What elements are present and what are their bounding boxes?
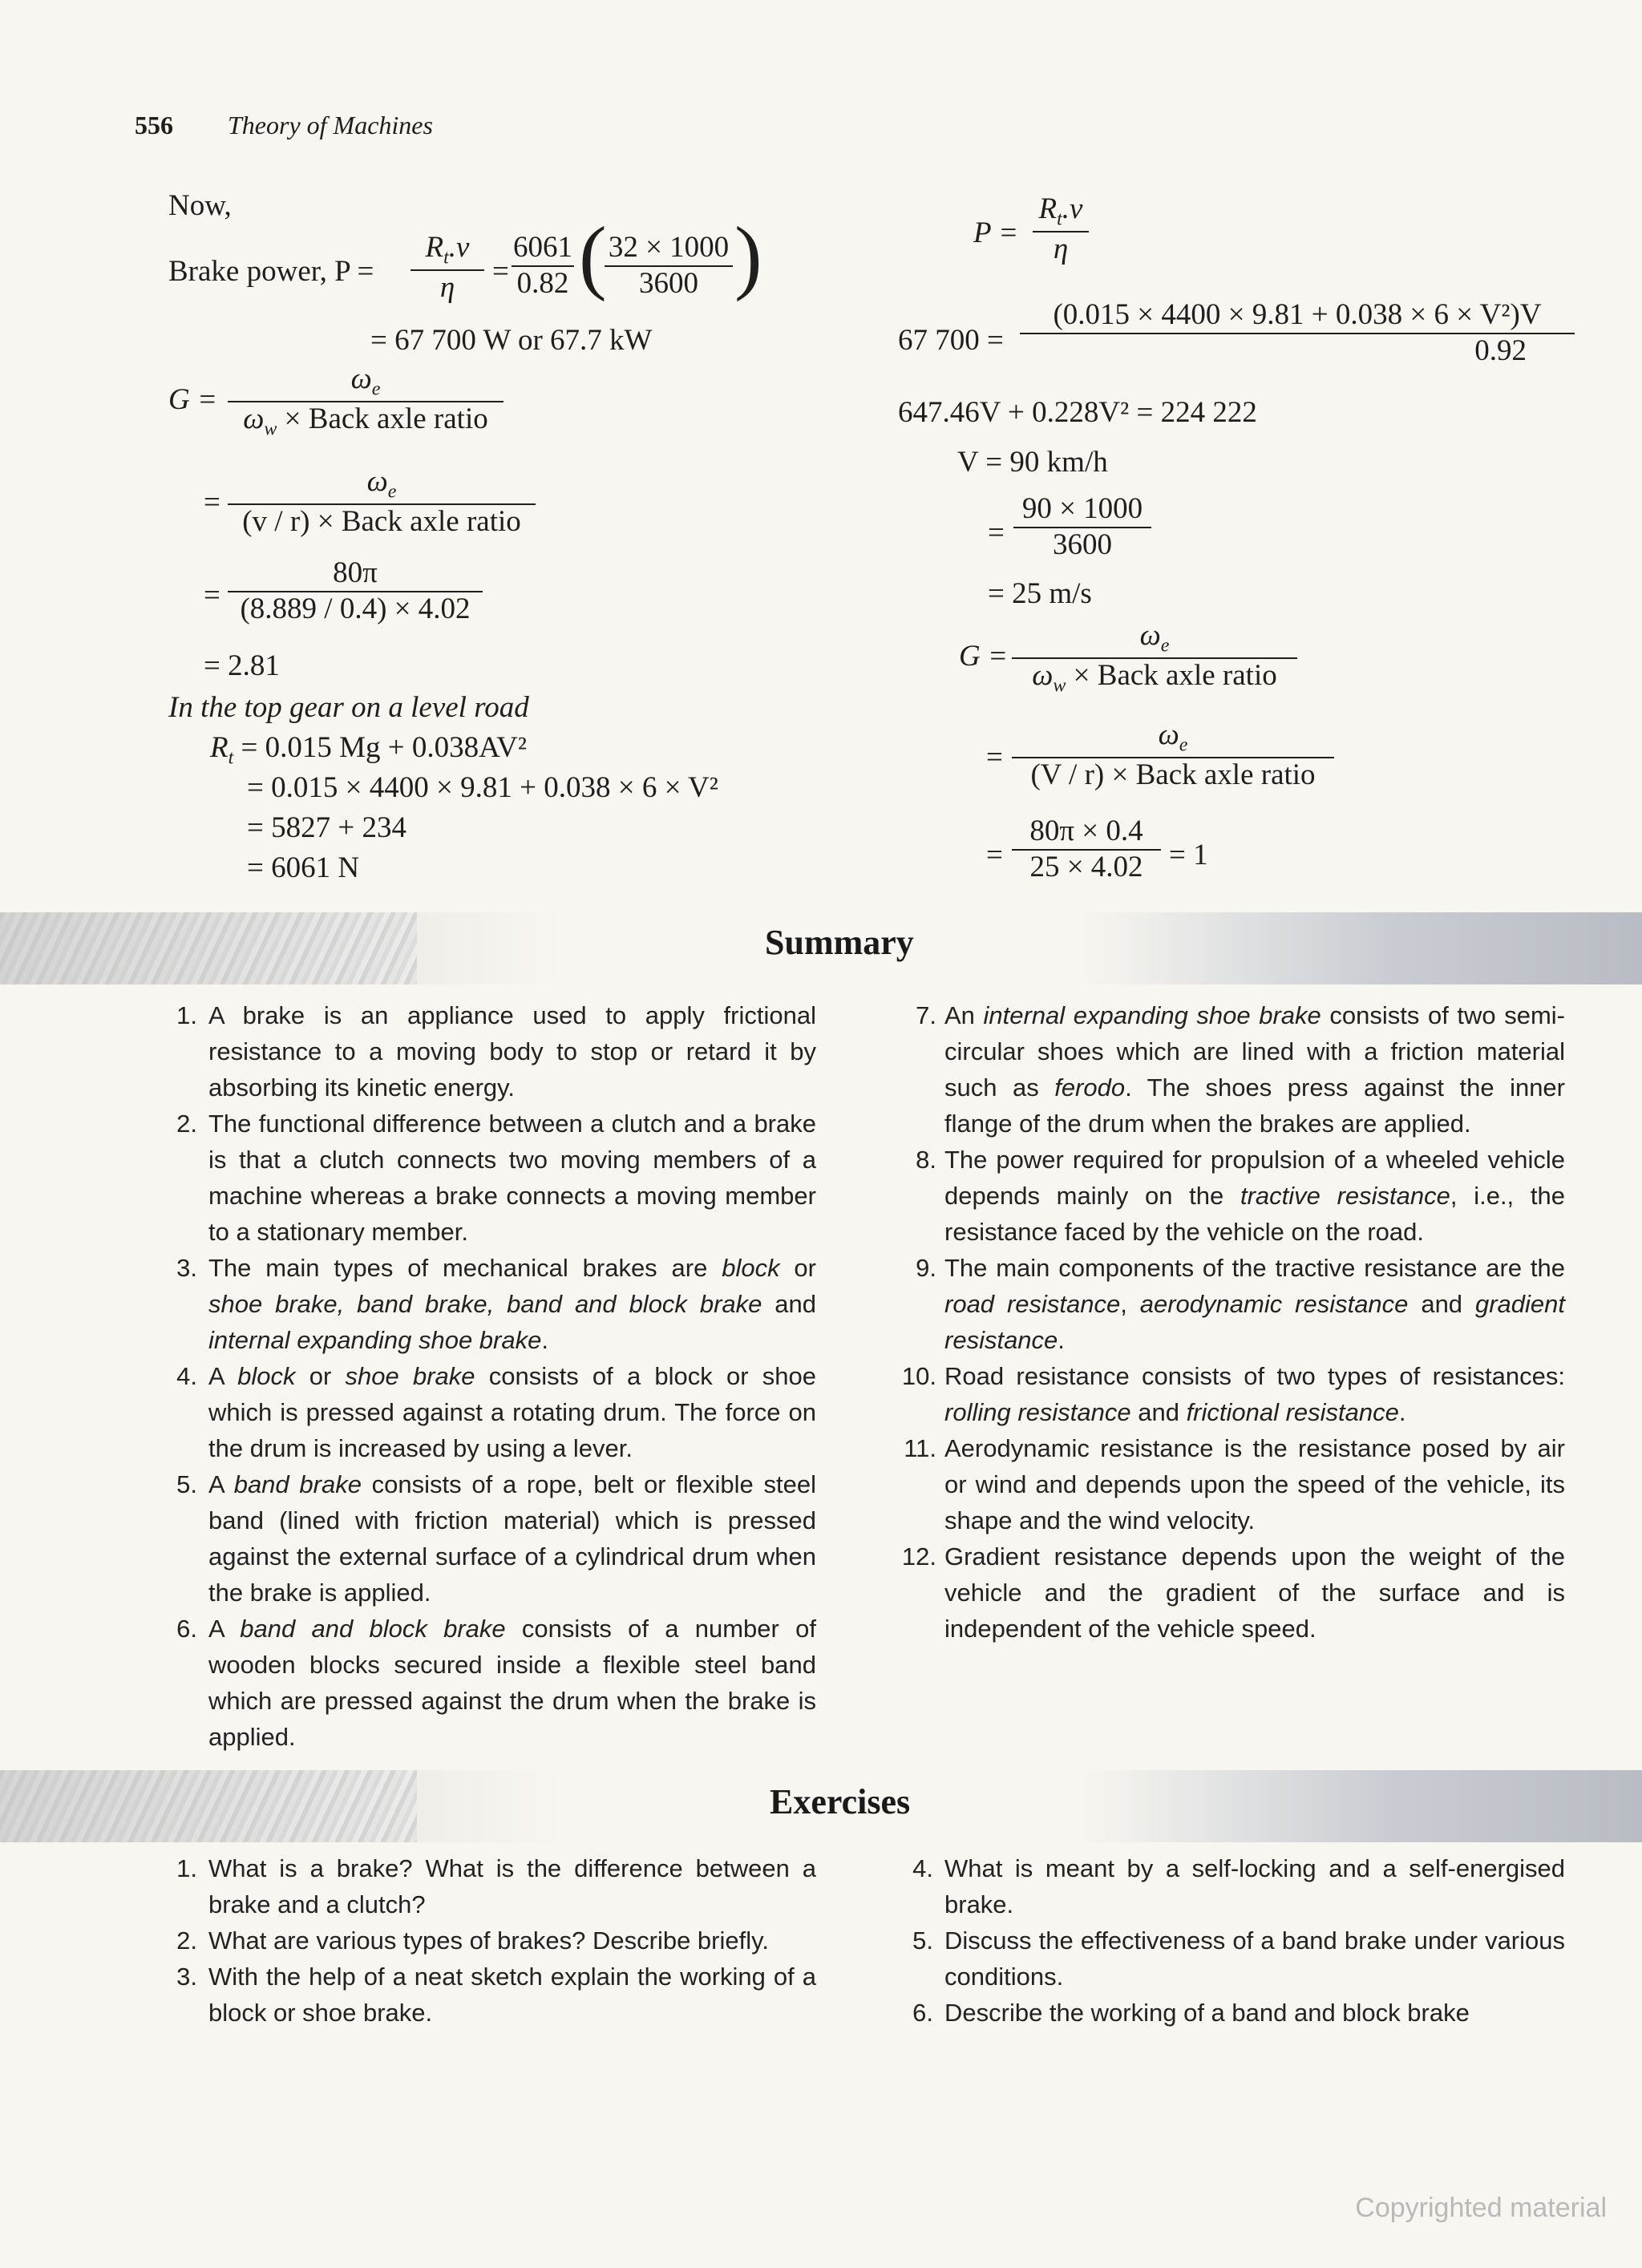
summary-title: Summary xyxy=(765,923,914,962)
rt-equation-line3: = 5827 + 234 xyxy=(247,811,406,844)
list-item xyxy=(895,1922,1565,1995)
item-number: 6. xyxy=(176,1615,197,1643)
list-item xyxy=(159,1850,816,1922)
item-number: 8. xyxy=(916,1146,936,1174)
exercises-band xyxy=(0,1770,1642,1842)
fraction-g2: $\omega_e$ (v / r) × Back axle ratio xyxy=(228,465,536,540)
fraction-rg1: $\omega_e$ $\omega_w$ × Back axle ratio xyxy=(1012,619,1297,697)
item-text: The main types of mechanical brakes are block or shoe brake, band brake, band and block brake and internal expanding shoe brake. xyxy=(208,1254,816,1354)
rt-equation-line1: $R_t = 0.015$ Mg + 0.038AV² xyxy=(210,731,527,769)
item-text: A block or shoe brake consists of a block or shoe which is pressed against a rotating drum. The force on the drum is increased by using a lever. xyxy=(208,1362,816,1462)
item-number: 9. xyxy=(916,1254,936,1282)
g-label: G = xyxy=(959,640,1008,673)
item-number: 5. xyxy=(912,1926,933,1955)
item-number: 4. xyxy=(912,1854,933,1882)
list-item xyxy=(159,1250,816,1358)
item-number: 12. xyxy=(901,1542,936,1571)
fraction-6061-over-082: 6061 0.82 xyxy=(513,231,572,300)
list-item xyxy=(895,1430,1565,1538)
equals-sign: = xyxy=(986,741,1003,774)
item-text: What are various types of brakes? Describe briefly. xyxy=(208,1926,769,1955)
running-title: Theory of Machines xyxy=(228,111,433,139)
list-item xyxy=(895,1142,1565,1250)
item-number: 2. xyxy=(176,1110,197,1138)
equals-sign: = xyxy=(988,516,1005,549)
list-item xyxy=(895,1850,1565,1922)
fraction-speed: 32 × 1000 3600 xyxy=(605,231,733,301)
item-number: 10. xyxy=(901,1362,936,1390)
item-text: The power required for propulsion of a wheeled vehicle depends mainly on the tractive resistance, i.e., the resistance faced by the vehicle on the road. xyxy=(944,1146,1565,1246)
top-gear-heading: In the top gear on a level road xyxy=(168,691,529,724)
rt-equation-line2: = 0.015 × 4400 × 9.81 + 0.038 × 6 × V² xyxy=(247,771,718,804)
item-number: 3. xyxy=(176,1254,197,1282)
quadratic-equation: 647.46V + 0.228V² = 224 222 xyxy=(898,396,1257,429)
velocity-kmh: V = 90 km/h xyxy=(957,446,1108,479)
exercises-list-left xyxy=(159,1850,816,2031)
list-item xyxy=(159,1922,816,1959)
velocity-ms: = 25 m/s xyxy=(988,577,1092,610)
list-item xyxy=(159,1466,816,1611)
item-number: 4. xyxy=(176,1362,197,1390)
item-text: Road resistance consists of two types of resistances: rolling resistance and frictional resistance. xyxy=(944,1362,1565,1426)
gear-ratio-result: = 1 xyxy=(1169,839,1208,871)
item-number: 7. xyxy=(916,1001,936,1029)
equals-sign: = xyxy=(492,255,509,288)
item-text: The functional difference between a clutch and a brake is that a clutch connects two moving members of a machine whereas a brake connects a moving member to a stationary member. xyxy=(208,1110,816,1246)
item-number: 1. xyxy=(176,1001,197,1029)
item-text: A band and block brake consists of a number of wooden blocks secured inside a flexible steel band which are pressed against the drum when the brake is applied. xyxy=(208,1615,816,1751)
g-label: G = xyxy=(168,383,217,416)
item-text: Gradient resistance depends upon the weight of the vehicle and the gradient of the surface and is independent of the vehicle speed. xyxy=(944,1542,1565,1643)
list-item xyxy=(895,1995,1565,2031)
copyright-watermark: Copyrighted material xyxy=(1355,2193,1607,2223)
power-result: = 67 700 W or 67.7 kW xyxy=(370,324,653,357)
item-text: Describe the working of a band and block brake xyxy=(944,1999,1470,2027)
p-label: P = xyxy=(973,216,1019,249)
item-text: The main components of the tractive resistance are the road resistance, aerodynamic resistance and gradient resistance. xyxy=(944,1254,1565,1354)
right-paren: ) xyxy=(734,210,762,302)
fraction-rt-v-over-eta: $R_t.v$ η xyxy=(410,231,484,305)
fraction-rg2: $\omega_e$ (V / r) × Back axle ratio xyxy=(1012,718,1334,793)
item-text: What is meant by a self-locking and a self-energised brake. xyxy=(944,1854,1565,1918)
now-label: Now, xyxy=(168,189,232,222)
item-text: A band brake consists of a rope, belt or flexible steel band (lined with friction material) which is pressed against the external surface of a cylindrical drum when the brake is applied. xyxy=(208,1470,816,1607)
item-number: 5. xyxy=(176,1470,197,1498)
list-item xyxy=(159,997,816,1106)
item-text: A brake is an appliance used to apply frictional resistance to a moving body to stop or retard it by absorbing its kinetic energy. xyxy=(208,1001,816,1102)
left-paren: ( xyxy=(579,210,607,302)
list-item xyxy=(159,1959,816,2031)
item-text: Discuss the effectiveness of a band brake under various conditions. xyxy=(944,1926,1565,1991)
item-number: 6. xyxy=(912,1999,933,2027)
fraction-velocity: 90 × 1000 3600 xyxy=(1013,492,1151,562)
summary-list-left xyxy=(159,997,816,1755)
brake-power-label: Brake power, P = xyxy=(168,255,374,288)
item-text: Aerodynamic resistance is the resistance posed by air or wind and depends upon the speed of the vehicle, its shape and the wind velocity. xyxy=(944,1434,1565,1534)
exercises-title: Exercises xyxy=(770,1782,911,1821)
item-text: With the help of a neat sketch explain the working of a block or shoe brake. xyxy=(208,1963,816,2027)
item-number: 1. xyxy=(176,1854,197,1882)
list-item xyxy=(159,1611,816,1755)
item-text: An internal expanding shoe brake consists of two semi-circular shoes which are lined with a friction material such as ferodo. The shoes press against the inner flange of the drum when the brakes are applied. xyxy=(944,1001,1565,1138)
summary-band xyxy=(0,912,1642,984)
fraction-g3: 80π (8.889 / 0.4) × 4.02 xyxy=(228,556,483,626)
equals-sign: = xyxy=(986,839,1003,871)
rt-equation-line4: = 6061 N xyxy=(247,851,360,884)
list-item xyxy=(895,1538,1565,1647)
item-number: 2. xyxy=(176,1926,197,1955)
item-number: 11. xyxy=(904,1434,936,1462)
equals-sign: = xyxy=(204,486,220,519)
equation-67700-label: 67 700 = xyxy=(898,324,1004,357)
list-item xyxy=(895,1358,1565,1430)
equals-sign: = xyxy=(204,579,220,612)
fraction-tractive-power: (0.015 × 4400 × 9.81 + 0.038 × 6 × V²)V 0.92 xyxy=(1020,298,1575,368)
exercises-list-right xyxy=(895,1850,1565,2031)
page-number: 556 xyxy=(135,111,173,139)
g-result: = 2.81 xyxy=(204,649,280,682)
list-item xyxy=(159,1358,816,1466)
list-item xyxy=(895,997,1565,1142)
list-item xyxy=(895,1250,1565,1358)
fraction-rg3: 80π × 0.4 25 × 4.02 xyxy=(1012,815,1161,884)
fraction-g1: $\omega_e$ $\omega_w$ × Back axle ratio xyxy=(228,362,504,441)
summary-list-right xyxy=(895,997,1565,1647)
item-text: What is a brake? What is the difference between a brake and a clutch? xyxy=(208,1854,816,1918)
list-item xyxy=(159,1106,816,1250)
fraction-p: $R_t.v$ η xyxy=(1033,192,1089,267)
item-number: 3. xyxy=(176,1963,197,1991)
